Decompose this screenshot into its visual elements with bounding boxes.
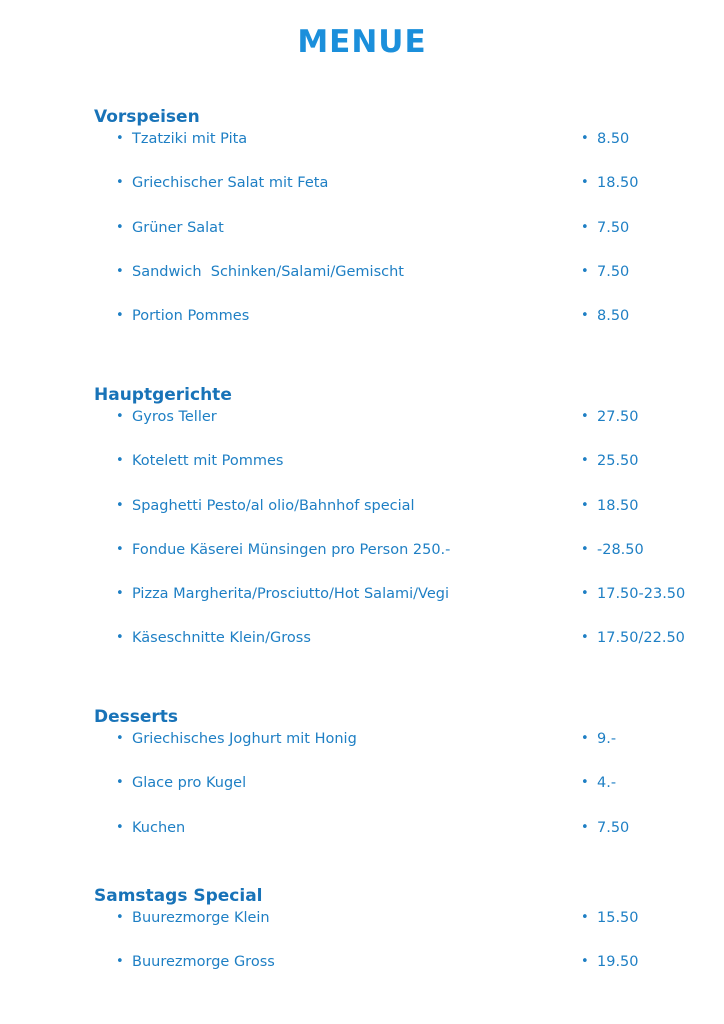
bullet-icon: • [581,409,589,424]
item-name: Grüner Salat [132,219,224,236]
item-price: 9.- [597,731,617,747]
item-price: 4.- [597,775,617,792]
list-item [94,172,704,216]
list-item [94,951,704,995]
item-name: Portion Pommes [132,308,250,325]
item-price: 8.50 [597,131,630,147]
bullet-icon: • [581,630,589,646]
item-name: Glace pro Kugel [132,775,247,792]
list-item [94,261,704,305]
bullet-icon: • [116,219,124,235]
item-price: 19.50 [597,954,639,971]
bullet-icon: • [581,910,589,925]
bullet-icon: • [581,954,589,970]
item-name: Gyros Teller [132,409,217,425]
section-samstags-special [94,885,704,996]
item-price: 7.50 [597,263,630,280]
bullet-icon: • [116,497,124,513]
list-item [94,217,704,261]
page-title: MENUE [297,24,427,60]
item-name: Sandwich Schinken/Salami/Gemischt [132,263,404,280]
bullet-icon: • [116,630,124,646]
item-price: 17.50/22.50 [597,630,685,647]
list-item [94,406,704,450]
item-name: Fondue Käserei Münsingen pro Person 250.- [132,541,451,558]
list-item [94,728,704,772]
item-price: 25.50 [597,453,639,470]
list-item [94,539,704,583]
item-name: Griechischer Salat mit Feta [132,175,329,192]
bullet-icon: • [116,819,124,835]
bullet-icon: • [116,131,124,146]
section-title: Vorspeisen [94,107,200,127]
bullet-icon: • [116,308,124,324]
bullet-icon: • [581,497,589,513]
bullet-icon: • [581,308,589,324]
bullet-icon: • [581,453,589,469]
section-vorspeisen [94,106,704,349]
item-name: Kuchen [132,819,186,836]
section-title: Desserts [94,707,179,727]
bullet-icon: • [581,586,589,602]
bullet-icon: • [116,731,124,746]
bullet-icon: • [581,175,589,191]
section-hauptgerichte [94,384,704,672]
section-desserts [94,706,704,861]
bullet-icon: • [581,131,589,146]
bullet-icon: • [116,910,124,925]
bullet-icon: • [581,775,589,791]
section-title: Samstags Special [94,886,263,906]
item-price: 7.50 [597,819,630,836]
item-price: 27.50 [597,409,639,425]
bullet-icon: • [581,263,589,279]
list-item [94,627,704,671]
bullet-icon: • [116,409,124,424]
bullet-icon: • [116,175,124,191]
list-item [94,305,704,349]
bullet-icon: • [581,819,589,835]
list-item [94,450,704,494]
list-item [94,583,704,627]
item-price: 17.50-23.50 [597,586,686,603]
list-item [94,817,704,861]
list-item [94,772,704,816]
item-name: Käseschnitte Klein/Gross [132,630,311,647]
item-name: Tzatziki mit Pita [132,131,248,147]
bullet-icon: • [581,541,589,557]
list-item [94,128,704,172]
bullet-icon: • [581,219,589,235]
item-name: Griechisches Joghurt mit Honig [132,731,357,747]
bullet-icon: • [116,586,124,602]
list-item [94,495,704,539]
item-price: 18.50 [597,175,639,192]
item-name: Kotelett mit Pommes [132,453,284,470]
bullet-icon: • [116,954,124,970]
item-name: Pizza Margherita/Prosciutto/Hot Salami/Vegi [132,586,449,603]
bullet-icon: • [116,453,124,469]
item-price: 18.50 [597,497,639,514]
bullet-icon: • [116,775,124,791]
bullet-icon: • [581,731,589,746]
bullet-icon: • [116,263,124,279]
item-price: 7.50 [597,219,630,236]
item-name: Buurezmorge Klein [132,910,270,926]
item-price: 8.50 [597,308,630,325]
list-item [94,907,704,951]
bullet-icon: • [116,541,124,557]
item-name: Spaghetti Pesto/al olio/Bahnhof special [132,497,415,514]
section-title: Hauptgerichte [94,385,232,405]
item-price: 15.50 [597,910,639,926]
item-name: Buurezmorge Gross [132,954,275,971]
item-price: -28.50 [597,541,644,558]
